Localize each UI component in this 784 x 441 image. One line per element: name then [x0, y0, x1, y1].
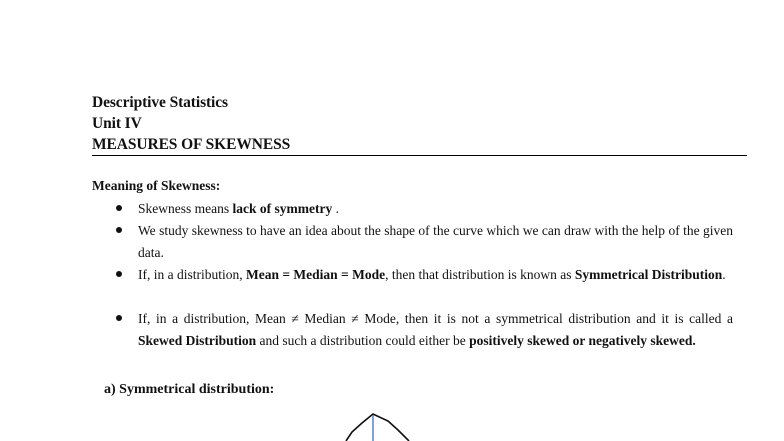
unit-label: Unit IV	[92, 115, 142, 132]
topic-heading: MEASURES OF SKEWNESS	[92, 136, 291, 153]
bullet-dot-icon	[116, 315, 122, 321]
bullet-item: We study skewness to have an idea about the shape of the curve which we can draw with the help of the given data.	[138, 220, 733, 263]
section-heading: Meaning of Skewness:	[92, 178, 221, 193]
header-divider	[92, 155, 747, 156]
bullet-dot-icon	[116, 205, 122, 211]
bullet-dot-icon	[116, 227, 122, 233]
bullet-item: If, in a distribution, Mean = Median = Mode, then that distribution is known as Symmetrical Distribution.	[138, 264, 733, 286]
document-header	[92, 92, 747, 155]
bullet-item: If, in a distribution, Mean ≠ Median ≠ Mode, then it is not a symmetrical distribution and it is called a Skewed Distribution and such a distribution could either be positively skewed or negatively skewed.	[138, 308, 733, 351]
symmetrical-curve	[346, 414, 409, 441]
bullet-dot-icon	[116, 271, 122, 277]
bullet-item: Skewness means lack of symmetry .	[138, 198, 733, 220]
document-title: Descriptive Statistics	[92, 94, 228, 111]
subsection-heading: a) Symmetrical distribution:	[104, 382, 275, 397]
